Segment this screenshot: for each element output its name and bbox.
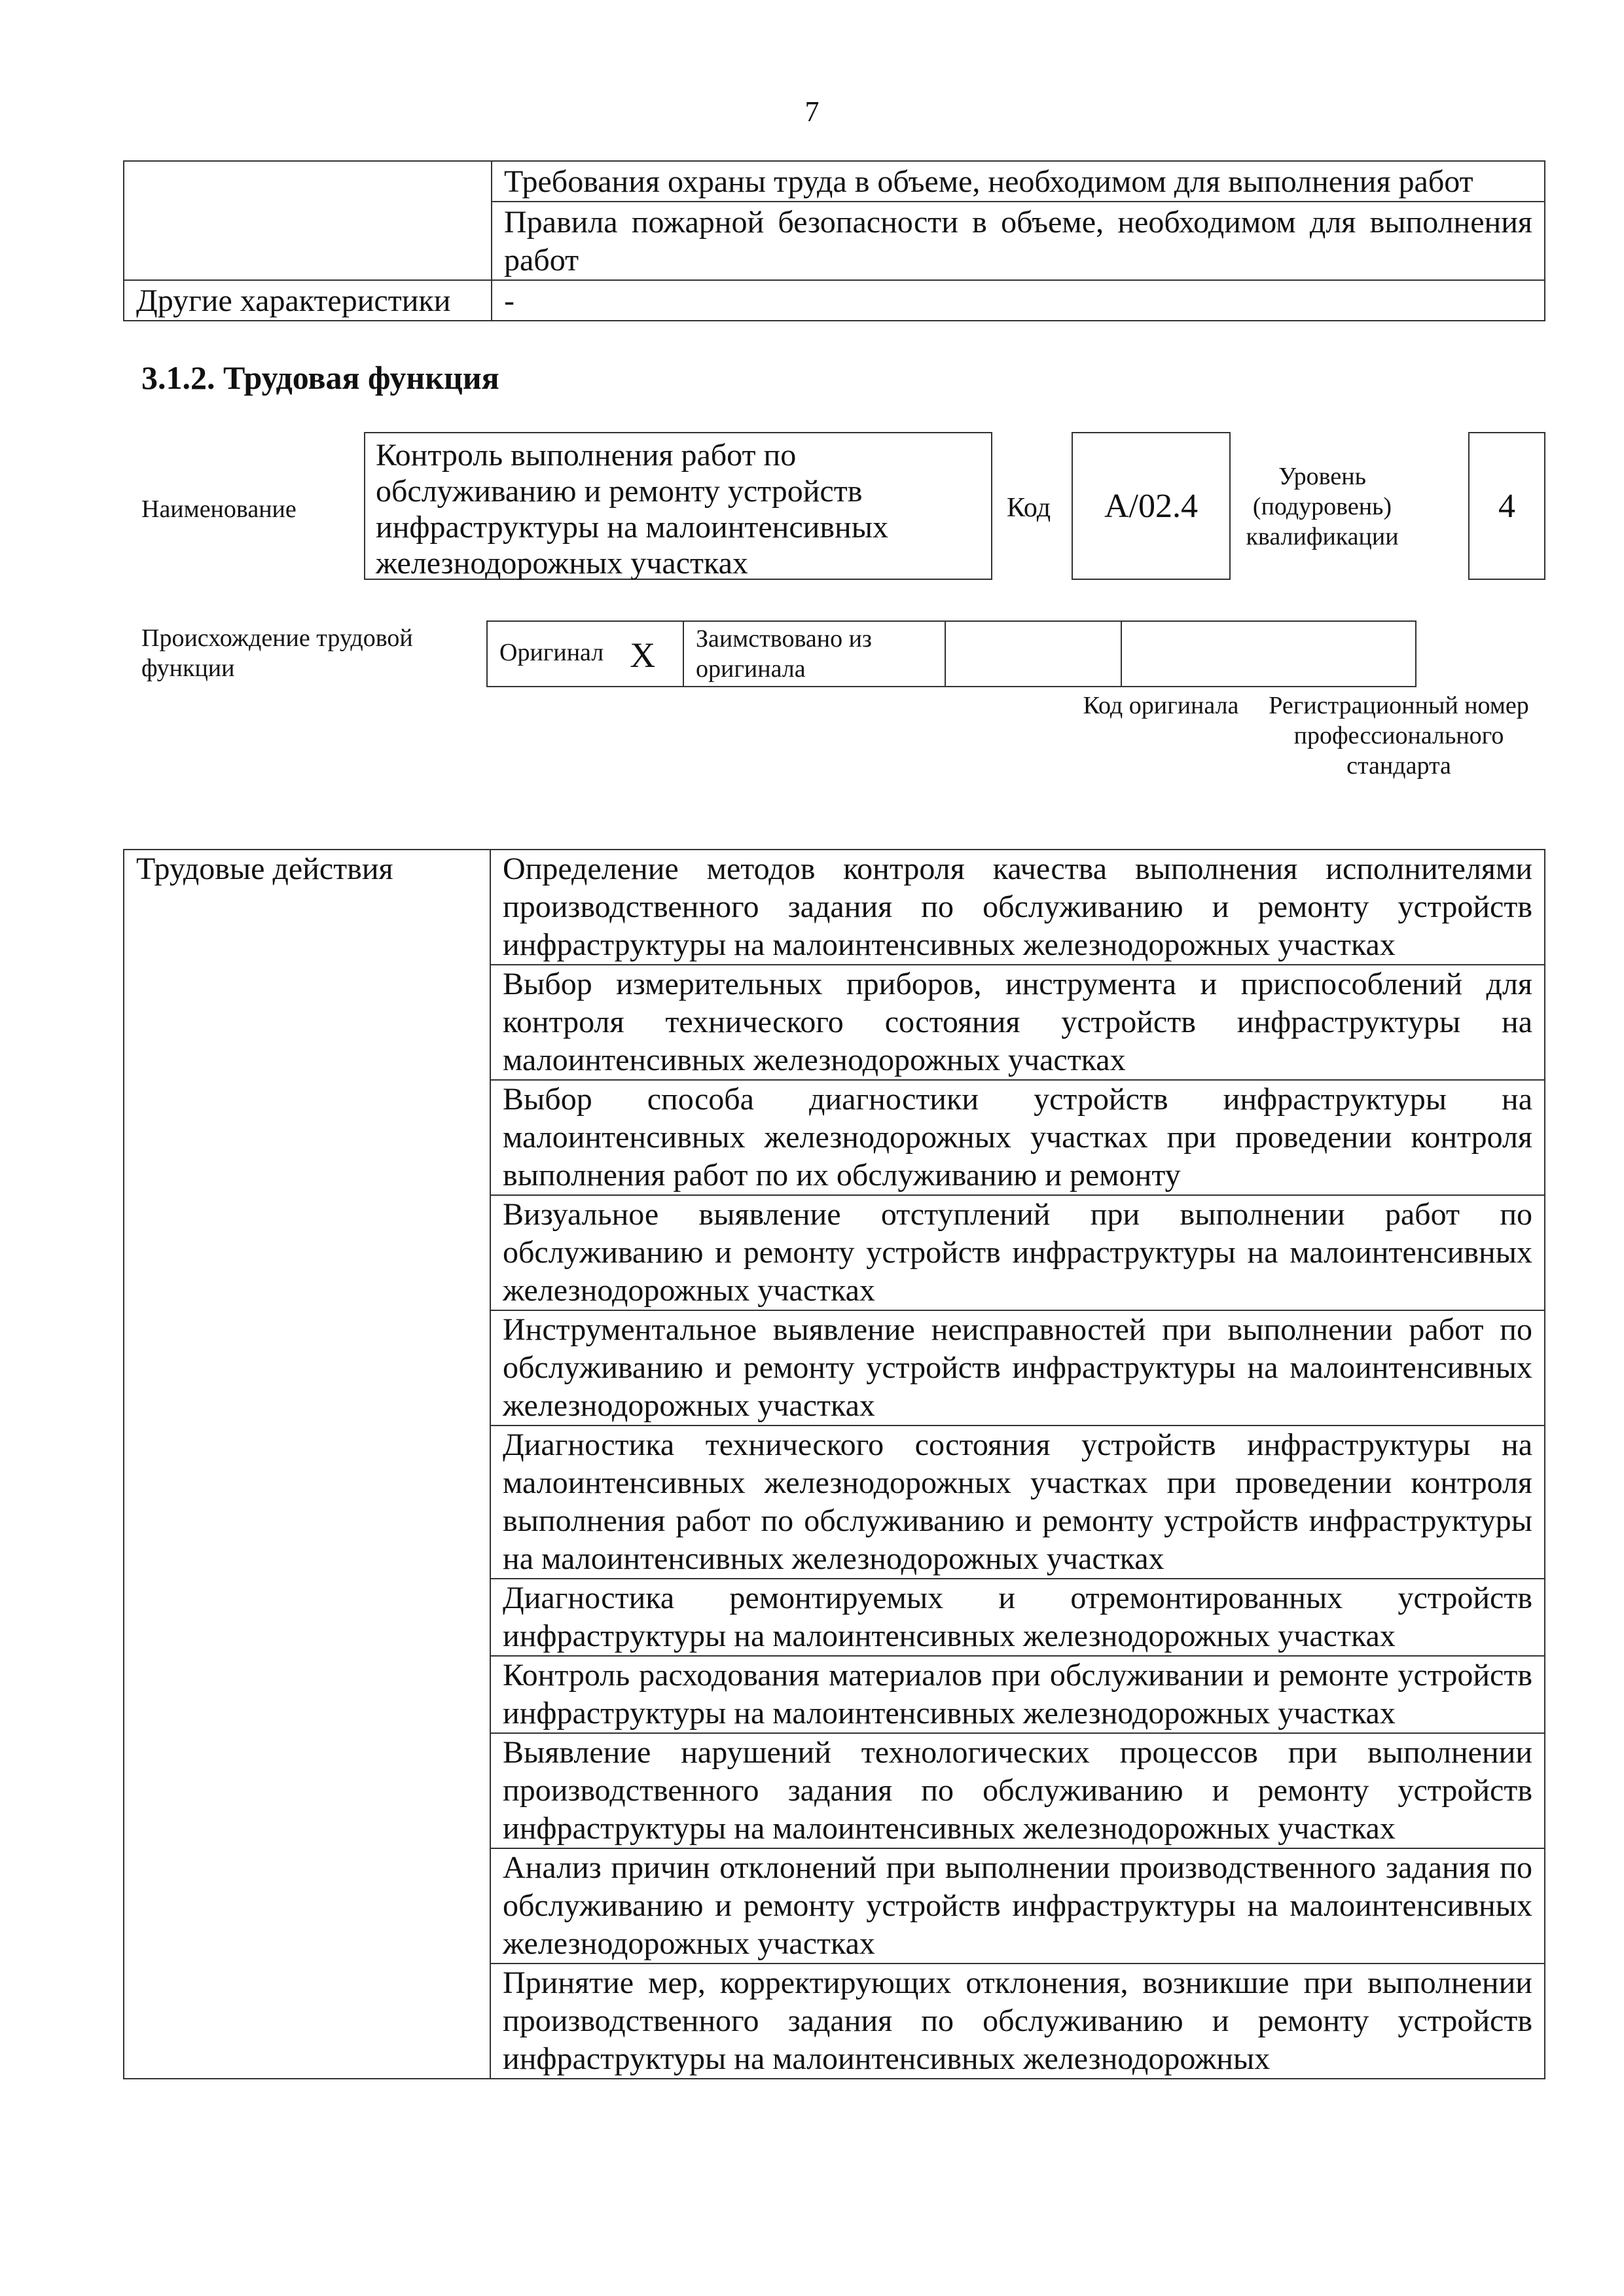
labor-action-item: Выбор способа диагностики устройств инфраструктуры на малоинтенсивных железнодорожных участках при проведении контроля выполнения работ по их обслуживанию и ремонту [490, 1080, 1545, 1195]
requirement-row: Правила пожарной безопасности в объеме, необходимом для выполнения работ [492, 202, 1545, 280]
original-code-caption: Код оригинала [1083, 692, 1239, 719]
original-code-cell [945, 621, 1121, 687]
labor-action-item: Выявление нарушений технологических процессов при выполнении производственного задания по обслуживанию и ремонту устройств инфраструктуры на малоинтенсивных железнодорожных участках [490, 1733, 1545, 1848]
labor-action-item: Инструментальное выявление неисправностей при выполнении работ по обслуживанию и ремонту устройств инфраструктуры на малоинтенсивных железнодорожных участках [490, 1310, 1545, 1426]
original-mark: Х [630, 635, 656, 675]
section-title: 3.1.2. Трудовая функция [141, 359, 499, 396]
code-label: Код [1007, 493, 1051, 523]
borrowed-label: Заимствовано из оригинала [683, 621, 945, 687]
qualification-level-box: 4 [1468, 432, 1545, 580]
labor-action-item: Выбор измерительных приборов, инструмента и приспособлений для контроля технического состояния устройств инфраструктуры на малоинтенсивных железнодорожных участках [490, 965, 1545, 1080]
requirements-table [123, 160, 1545, 321]
labor-action-item: Принятие мер, корректирующих отклонения, возникшие при выполнении производственного задания по обслуживанию и ремонту устройств инфраструктуры на малоинтенсивных железнодорожных [490, 1964, 1545, 2079]
origin-label: Происхождение трудовой функции [141, 624, 413, 682]
original-cell [487, 621, 683, 687]
other-characteristics-label: Другие характеристики [124, 280, 492, 321]
registration-number-cell [1121, 621, 1416, 687]
origin-table [486, 620, 1416, 687]
labor-actions-label: Трудовые действия [124, 850, 490, 2079]
page-number: 7 [804, 96, 820, 128]
qualification-level-label: Уровень (подуровень) квалификации [1246, 463, 1399, 550]
function-code-box: А/02.4 [1072, 432, 1231, 580]
other-characteristics-value: - [492, 280, 1545, 321]
function-name-box: Контроль выполнения работ по обслуживанию и ремонту устройств инфраструктуры на малоинтенсивных железнодорожных участках [364, 432, 992, 580]
labor-action-item: Визуальное выявление отступлений при выполнении работ по обслуживанию и ремонту устройств инфраструктуры на малоинтенсивных железнодорожных участках [490, 1195, 1545, 1310]
labor-action-item: Диагностика ремонтируемых и отремонтированных устройств инфраструктуры на малоинтенсивных железнодорожных участках [490, 1579, 1545, 1656]
labor-action-item: Диагностика технического состояния устройств инфраструктуры на малоинтенсивных железнодорожных участках при проведении контроля выполнения работ по обслуживанию и ремонту устройств инфраструктуры на малоинтенсивных железнодорожных участках [490, 1426, 1545, 1579]
requirement-row: Требования охраны труда в объеме, необходимом для выполнения работ [492, 161, 1545, 202]
empty-label-cell [124, 161, 492, 280]
registration-number-caption: Регистрационный номер профессионального стандарта [1269, 692, 1529, 780]
labor-actions-table [123, 849, 1545, 2079]
name-label: Наименование [141, 495, 297, 523]
labor-action-item: Определение методов контроля качества выполнения исполнителями производственного задания по обслуживанию и ремонту устройств инфраструктуры на малоинтенсивных железнодорожных участках [490, 850, 1545, 965]
labor-action-item: Анализ причин отклонений при выполнении производственного задания по обслуживанию и ремонту устройств инфраструктуры на малоинтенсивных железнодорожных участках [490, 1848, 1545, 1964]
original-label: Оригинал [499, 639, 604, 667]
labor-action-item: Контроль расходования материалов при обслуживании и ремонте устройств инфраструктуры на малоинтенсивных железнодорожных участках [490, 1656, 1545, 1733]
